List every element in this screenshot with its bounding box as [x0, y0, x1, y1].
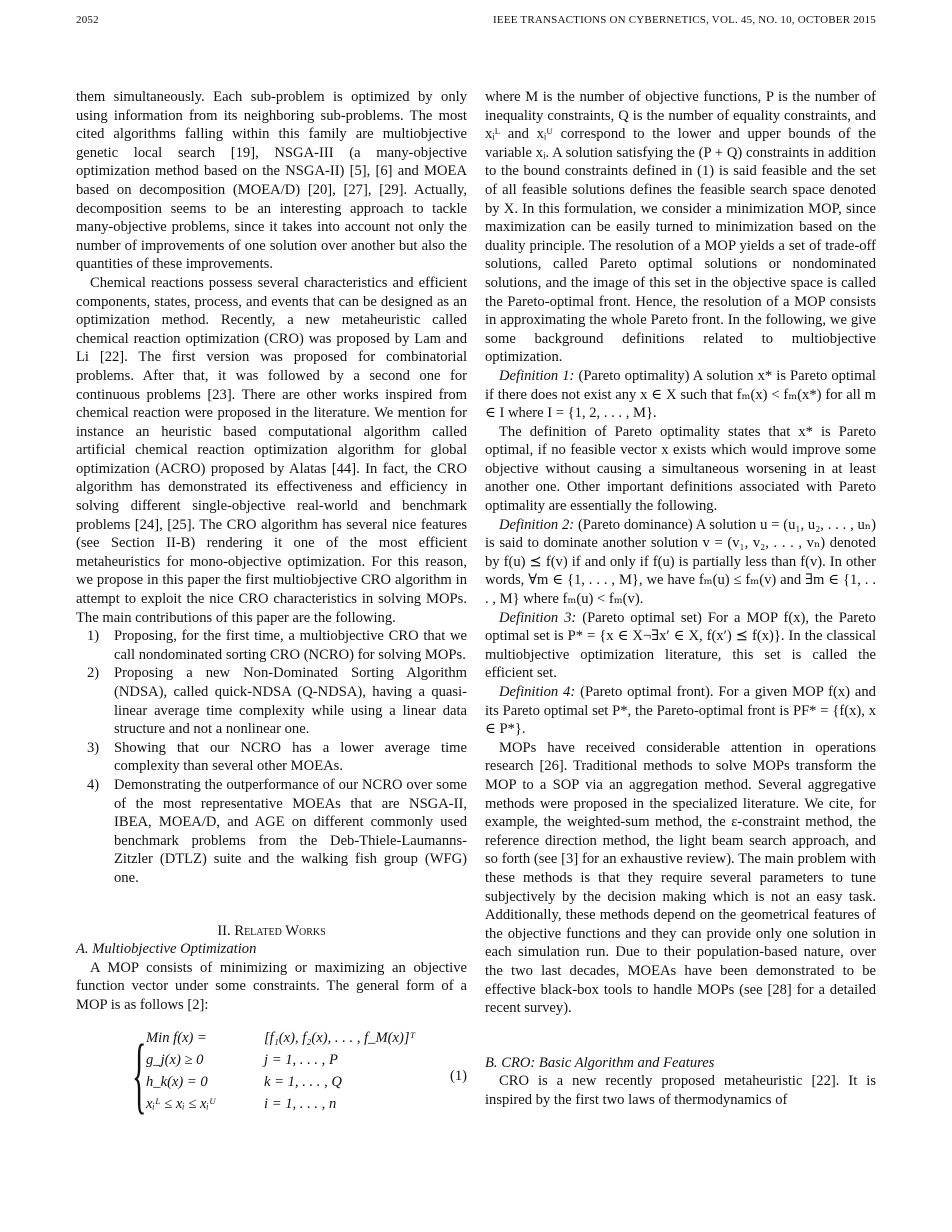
definition-3: Definition 3: (Pareto optimal set) For a MOP f(x), the Pareto optimal set is P* = {x ∈ X¬∃x′ ∈ X, f(x′) ⪯ f(x)}. In the classical multiobjective optimization literature, this set is called the efficient set. — [485, 609, 876, 682]
definition-4: Definition 4: (Pareto optimal front). For a given MOP f(x) and its Pareto optimal set P*, the Pareto-optimal front is PF* = {f(x), x ∈ P*}. — [485, 684, 876, 738]
subsection-heading: A. Multiobjective Optimization — [76, 941, 257, 958]
section-number: II. — [217, 922, 231, 939]
section-heading — [76, 922, 467, 941]
list-number: 4) — [87, 776, 100, 793]
list-text: Showing that our NCRO has a lower average time complexity than several other MOEAs. — [114, 739, 467, 775]
paragraph: A MOP consists of minimizing or maximizing an objective function vector under some constraints. The general form of a MOP is as follows [2]: — [76, 959, 467, 1013]
equation-row: h_k(x) = 0 k = 1, . . . , Q — [146, 1073, 342, 1090]
equation-1 — [76, 1025, 467, 1125]
equation-row: xᵢᴸ ≤ xᵢ ≤ xᵢᵁ i = 1, . . . , n — [146, 1095, 337, 1112]
list-number: 3) — [87, 739, 100, 756]
journal-header: IEEE TRANSACTIONS ON CYBERNETICS, VOL. 45, NO. 10, OCTOBER 2015 — [493, 14, 876, 26]
paragraph: them simultaneously. Each sub-problem is optimized by only using information from its neighboring sub-problems. The most cited algorithms falling within this family are multiobjective genetic local search [19], NSGA-III (a many-objective optimization method based on the NSGA-II) [5], [6] and MOEA based on decomposition (MOEA/D) [20], [27], [29]. Actually, decomposition seems to be an interesting approach to tackle many-objective problems, since it takes into account not only the number of improvements of one solution over another but also the quantities of these improvements. — [76, 89, 467, 273]
paragraph: MOPs have received considerable attention in operations research [26]. Traditional methods to solve MOPs transform the MOP to a SOP via an aggregation method. Several aggregative methods were proposed in the specialized literature. We cite, for example, the weighted-sum method, the ε-constraint method, the reference direction method, the light beam search approach, and so forth (see [3] for an exhaustive review). The main problem with these methods is that they require several parameters to tune subjectively by the decision making which is not an easy task. Additionally, these methods depend on the geometrical features of the objective functions and they can provide only one solution in each simulation run. Due to their population-based nature, over the two last decades, MOEAs have been demonstrated to be effective black-box tools to handle MOPs (see [28] for a detailed recent survey). — [485, 739, 876, 1017]
equation-row: g_j(x) ≥ 0 j = 1, . . . , P — [146, 1051, 338, 1068]
list-number: 2) — [87, 665, 100, 682]
brace-symbol: { — [132, 1025, 147, 1122]
paragraph: CRO is a new recently proposed metaheuristic [22]. It is inspired by the first two laws of thermodynamics of — [485, 1073, 876, 1108]
paragraph: The definition of Pareto optimality states that x* is Pareto optimal, if no feasible vector x exists which would improve some objective without causing a simultaneous worsening in at least another one. Other important definitions associated with Pareto optimality are essentially the following. — [485, 423, 876, 515]
list-text: Demonstrating the outperformance of our NCRO over some of the most representative MOEAs that are NSGA-II, IBEA, MOEA/D, and AGE on different commonly used benchmark problems from the Deb-Thiele-Laumanns-Zitzler (DTLZ) suite and the walking fish group (WFG) one. — [114, 776, 467, 886]
paragraph: where M is the number of objective functions, P is the number of inequality constraints, Q is the number of equality constraints, and xᵢᴸ and xᵢᵁ correspond to the lower and upper bounds of the variable xᵢ. A solution satisfying the (P + Q) constraints in addition to the bound constraints defined in (1) is said feasible and the set of all feasible solutions defines the feasible search space denoted by X. In this formulation, we consider a minimization MOP, since maximization can be easily turned to minimization based on the duality principle. The resolution of a MOP yields a set of trade-off solutions, called Pareto optimal solutions or nondominated solutions, and the image of this set in the objective space is called the Pareto-optimal front. Hence, the resolution of a MOP consists in approximating the whole Pareto front. In the following, we give some background definitions related to multiobjective optimization. — [485, 89, 876, 366]
subsection-heading: B. CRO: Basic Algorithm and Features — [485, 1054, 715, 1071]
equation-number: (1) — [449, 1067, 467, 1084]
list-text: Proposing a new Non-Dominated Sorting Algorithm (NDSA), called quick-NDSA (Q-NDSA), having a quasi-linear average time complexity while using a linear data structure and not a nonlinear one. — [114, 665, 467, 738]
list-item — [76, 739, 467, 776]
definition-1: Definition 1: (Pareto optimality) A solution x* is Pareto optimal if there does not exist any x ∈ X such that fₘ(x) < fₘ(x*) for all m ∈ I where I = {1, 2, . . . , M}. — [485, 367, 876, 422]
list-item — [76, 776, 467, 888]
equation-row: Min f(x) = [f₁(x), f₂(x), . . . , f_M(x)]ᵀ — [146, 1029, 416, 1046]
list-item — [76, 664, 467, 738]
list-item — [76, 627, 467, 664]
page-number: 2052 — [76, 14, 99, 26]
paragraph: Chemical reactions possess several characteristics and efficient components, states, process, and events that can be designed as an optimization method. Recently, a new metaheuristic called chemical reaction optimization (CRO) was proposed by Lam and Li [22]. The first version was proposed for combinatorial problems. After that, it was followed by a second one for continuous problems [23]. There are other works inspired from chemical reaction were proposed in the literature. We mention for instance an heuristic based computational algorithm called artificial chemical reaction optimization algorithm for global optimization (ACRO) proposed by Alatas [44]. In fact, the CRO algorithm has demonstrated its effectiveness and efficiency in solving different single-objective real-world and benchmark problems [24], [25]. The CRO algorithm has several nice features (see Section II-B) rendering it one of the most efficient metaheuristics for mono-objective optimization. For this reason, we propose in this paper the first multiobjective CRO algorithm in attempt to exploit the nice CRO characteristics in solving MOPs. The main contributions of this paper are the following. — [76, 274, 467, 626]
left-column — [76, 88, 467, 1125]
section-title: Related Works — [234, 922, 326, 939]
definition-2: Definition 2: (Pareto dominance) A solution u = (u₁, u₂, . . . , uₙ) is said to dominate another solution v = (v₁, v₂, . . . , vₙ) denoted by f(u) ⪯ f(v) if and only if f(u) is partially less than f(v). In other words, ∀m ∈ {1, . . . , M}, we have fₘ(u) ≤ fₘ(v) and ∃m ∈ {1, . . . , M} where fₘ(u) < fₘ(v). — [485, 516, 876, 608]
right-column — [485, 88, 876, 1109]
list-number: 1) — [87, 628, 100, 645]
list-text: Proposing, for the first time, a multiobjective CRO that we call nondominated sorting CRO (NCRO) for solving MOPs. — [114, 628, 467, 663]
contributions-list — [76, 627, 467, 887]
